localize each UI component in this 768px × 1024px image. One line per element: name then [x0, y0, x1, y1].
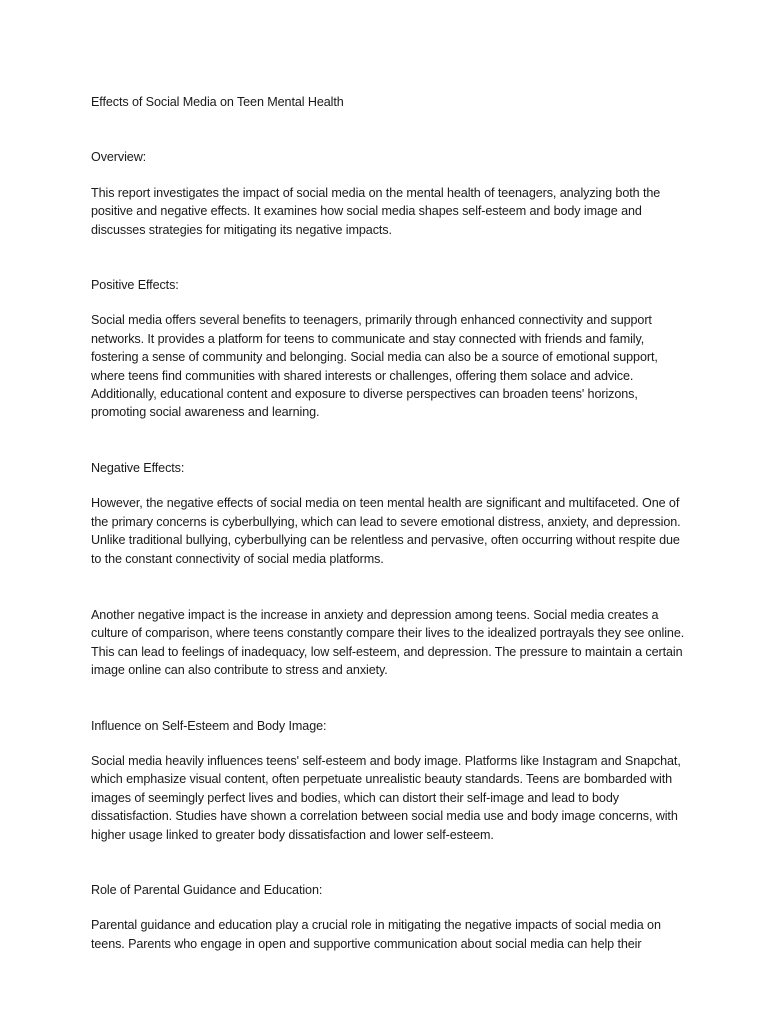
section-heading-parental-guidance: Role of Parental Guidance and Education: [91, 882, 323, 897]
section-heading-negative-effects: Negative Effects: [91, 460, 185, 475]
section-heading-positive-effects: Positive Effects: [91, 278, 179, 293]
section-heading-overview: Overview: [91, 150, 147, 165]
overview-paragraph: This report investigates the impact of social media on the mental health of teenagers, analyzing both the positive and negative effects. It examines how social media shapes self-esteem and body image and discusses strategies for mitigating its negative impacts. [91, 185, 661, 237]
section-heading-self-esteem-body-image: Influence on Self-Esteem and Body Image: [91, 718, 327, 733]
negative-effects-paragraph-2: Another negative impact is the increase in anxiety and depression among teens. Social media creates a culture of comparison, where teens constantly compare their lives to the idealized portrayals they see online. This can lead to feelings of inadequacy, low self-esteem, and depression. The pressure to maintain a certain image online can also contribute to stress and anxiety. [91, 607, 685, 678]
negative-effects-paragraph-1: However, the negative effects of social media on teen mental health are significant and multifaceted. One of the primary concerns is cyberbullying, which can lead to severe emotional distress, anxiety, and depression. Unlike traditional bullying, cyberbullying can be relentless and pervasive, often occurring without respite due to the constant connectivity of social media platforms. [91, 496, 681, 566]
positive-effects-paragraph: Social media offers several benefits to teenagers, primarily through enhanced connectivity and support networks. It provides a platform for teens to communicate and stay connected with friends and family, fostering a sense of community and belonging. Social media can also be a source of emotional support, where teens find communities with shared interests or challenges, offering them solace and advice. Additionally, educational content and exposure to diverse perspectives can broaden teens' horizons, promoting social awareness and learning. [91, 313, 658, 420]
document-body [91, 93, 691, 953]
self-esteem-body-image-paragraph: Social media heavily influences teens' self-esteem and body image. Platforms like Instagram and Snapchat, which emphasize visual content, often perpetuate unrealistic beauty standards. Teens are bombarded with images of seemingly perfect lives and bodies, which can distort their self-image and lead to body dissatisfaction. Studies have shown a correlation between social media use and body image concerns, with higher usage linked to greater body dissatisfaction and lower self-esteem. [91, 753, 681, 842]
document-title: Effects of Social Media on Teen Mental Health [91, 95, 344, 109]
parental-guidance-paragraph: Parental guidance and education play a crucial role in mitigating the negative impacts of social media on teens. Parents who engage in open and supportive communication about social media can help their [91, 918, 661, 951]
